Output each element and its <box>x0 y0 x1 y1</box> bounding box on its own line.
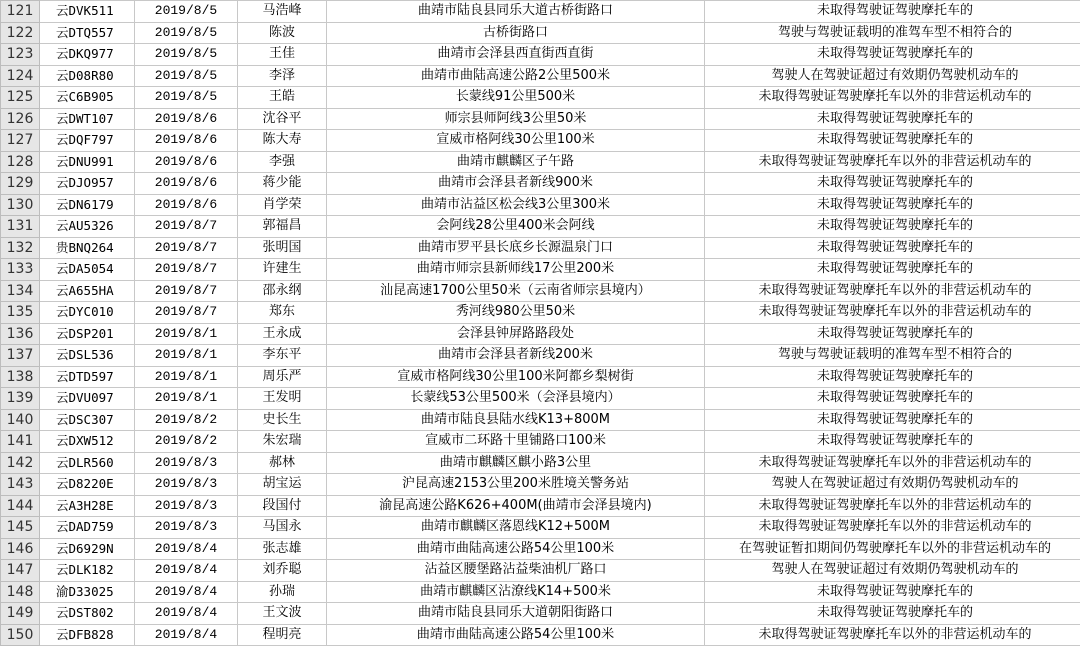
row-number[interactable]: 133 <box>1 259 40 281</box>
location-cell[interactable]: 长蒙线53公里500米（会泽县境内） <box>327 388 705 410</box>
row-number[interactable]: 123 <box>1 44 40 66</box>
plate-cell[interactable]: 云DYC010 <box>40 302 135 324</box>
driver-name-cell[interactable]: 邵永纲 <box>238 280 327 302</box>
table-row[interactable] <box>1 237 1080 259</box>
row-number[interactable]: 126 <box>1 108 40 130</box>
date-cell[interactable]: 2019/8/1 <box>135 366 238 388</box>
date-cell[interactable]: 2019/8/7 <box>135 216 238 238</box>
plate-cell[interactable]: 云D6929N <box>40 538 135 560</box>
driver-name-cell[interactable]: 陈大寿 <box>238 130 327 152</box>
row-number[interactable]: 130 <box>1 194 40 216</box>
row-number[interactable]: 147 <box>1 560 40 582</box>
location-cell[interactable]: 曲靖市麒麟区麒小路3公里 <box>327 452 705 474</box>
table-row[interactable] <box>1 560 1080 582</box>
row-number[interactable]: 141 <box>1 431 40 453</box>
driver-name-cell[interactable]: 李东平 <box>238 345 327 367</box>
date-cell[interactable]: 2019/8/3 <box>135 495 238 517</box>
date-cell[interactable]: 2019/8/3 <box>135 452 238 474</box>
violation-cell[interactable]: 未取得驾驶证驾驶摩托车的 <box>705 581 1080 603</box>
date-cell[interactable]: 2019/8/3 <box>135 517 238 539</box>
plate-cell[interactable]: 云DLR560 <box>40 452 135 474</box>
table-row[interactable] <box>1 345 1080 367</box>
location-cell[interactable]: 渝昆高速公路K626+400M(曲靖市会泽县境内) <box>327 495 705 517</box>
driver-name-cell[interactable]: 王佳 <box>238 44 327 66</box>
driver-name-cell[interactable]: 郑东 <box>238 302 327 324</box>
violation-cell[interactable]: 未取得驾驶证驾驶摩托车的 <box>705 44 1080 66</box>
location-cell[interactable]: 会阿线28公里400米会阿线 <box>327 216 705 238</box>
location-cell[interactable]: 古桥街路口 <box>327 22 705 44</box>
violation-cell[interactable]: 未取得驾驶证驾驶摩托车以外的非营运机动车的 <box>705 280 1080 302</box>
row-number[interactable]: 122 <box>1 22 40 44</box>
driver-name-cell[interactable]: 肖学荣 <box>238 194 327 216</box>
violation-cell[interactable]: 驾驶与驾驶证载明的准驾车型不相符合的 <box>705 22 1080 44</box>
row-number[interactable]: 139 <box>1 388 40 410</box>
row-number[interactable]: 149 <box>1 603 40 625</box>
table-row[interactable] <box>1 517 1080 539</box>
row-number[interactable]: 150 <box>1 624 40 646</box>
location-cell[interactable]: 曲靖市会泽县者新线200米 <box>327 345 705 367</box>
date-cell[interactable]: 2019/8/5 <box>135 22 238 44</box>
date-cell[interactable]: 2019/8/6 <box>135 130 238 152</box>
row-number[interactable]: 140 <box>1 409 40 431</box>
driver-name-cell[interactable]: 李强 <box>238 151 327 173</box>
plate-cell[interactable]: 云DST802 <box>40 603 135 625</box>
driver-name-cell[interactable]: 王文波 <box>238 603 327 625</box>
violation-cell[interactable]: 驾驶人在驾驶证超过有效期仍驾驶机动车的 <box>705 474 1080 496</box>
location-cell[interactable]: 师宗县师阿线3公里50米 <box>327 108 705 130</box>
row-number[interactable]: 128 <box>1 151 40 173</box>
driver-name-cell[interactable]: 马国永 <box>238 517 327 539</box>
driver-name-cell[interactable]: 朱宏瑞 <box>238 431 327 453</box>
plate-cell[interactable]: 云DQF797 <box>40 130 135 152</box>
date-cell[interactable]: 2019/8/7 <box>135 302 238 324</box>
table-row[interactable] <box>1 452 1080 474</box>
location-cell[interactable]: 曲靖市师宗县新师线17公里200米 <box>327 259 705 281</box>
plate-cell[interactable]: 云AU5326 <box>40 216 135 238</box>
table-row[interactable] <box>1 280 1080 302</box>
violation-cell[interactable]: 未取得驾驶证驾驶摩托车以外的非营运机动车的 <box>705 495 1080 517</box>
violation-cell[interactable]: 在驾驶证暂扣期间仍驾驶摩托车以外的非营运机动车的 <box>705 538 1080 560</box>
date-cell[interactable]: 2019/8/6 <box>135 194 238 216</box>
location-cell[interactable]: 曲靖市曲陆高速公路54公里100米 <box>327 624 705 646</box>
driver-name-cell[interactable]: 张志雄 <box>238 538 327 560</box>
table-row[interactable] <box>1 581 1080 603</box>
violation-cell[interactable]: 驾驶人在驾驶证超过有效期仍驾驶机动车的 <box>705 560 1080 582</box>
row-number[interactable]: 146 <box>1 538 40 560</box>
driver-name-cell[interactable]: 郭福昌 <box>238 216 327 238</box>
violation-cell[interactable]: 未取得驾驶证驾驶摩托车的 <box>705 108 1080 130</box>
table-row[interactable] <box>1 173 1080 195</box>
date-cell[interactable]: 2019/8/4 <box>135 560 238 582</box>
violation-cell[interactable]: 驾驶人在驾驶证超过有效期仍驾驶机动车的 <box>705 65 1080 87</box>
table-row[interactable] <box>1 108 1080 130</box>
table-row[interactable] <box>1 409 1080 431</box>
row-number[interactable]: 135 <box>1 302 40 324</box>
row-number[interactable]: 144 <box>1 495 40 517</box>
location-cell[interactable]: 曲靖市会泽县西直街西直街 <box>327 44 705 66</box>
driver-name-cell[interactable]: 许建生 <box>238 259 327 281</box>
driver-name-cell[interactable]: 王永成 <box>238 323 327 345</box>
violation-cell[interactable]: 未取得驾驶证驾驶摩托车的 <box>705 1 1080 23</box>
location-cell[interactable]: 曲靖市陆良县同乐大道朝阳街路口 <box>327 603 705 625</box>
violation-cell[interactable]: 未取得驾驶证驾驶摩托车以外的非营运机动车的 <box>705 517 1080 539</box>
violation-cell[interactable]: 未取得驾驶证驾驶摩托车的 <box>705 237 1080 259</box>
plate-cell[interactable]: 云D8220E <box>40 474 135 496</box>
row-number[interactable]: 124 <box>1 65 40 87</box>
row-number[interactable]: 132 <box>1 237 40 259</box>
driver-name-cell[interactable]: 刘乔聪 <box>238 560 327 582</box>
violation-cell[interactable]: 未取得驾驶证驾驶摩托车的 <box>705 409 1080 431</box>
row-number[interactable]: 131 <box>1 216 40 238</box>
row-number[interactable]: 136 <box>1 323 40 345</box>
row-number[interactable]: 137 <box>1 345 40 367</box>
date-cell[interactable]: 2019/8/5 <box>135 87 238 109</box>
table-row[interactable] <box>1 603 1080 625</box>
table-row[interactable] <box>1 194 1080 216</box>
row-number[interactable]: 129 <box>1 173 40 195</box>
plate-cell[interactable]: 云DSC307 <box>40 409 135 431</box>
location-cell[interactable]: 曲靖市曲陆高速公路2公里500米 <box>327 65 705 87</box>
driver-name-cell[interactable]: 段国付 <box>238 495 327 517</box>
row-number[interactable]: 134 <box>1 280 40 302</box>
plate-cell[interactable]: 云A655HA <box>40 280 135 302</box>
violation-cell[interactable]: 未取得驾驶证驾驶摩托车的 <box>705 194 1080 216</box>
date-cell[interactable]: 2019/8/4 <box>135 624 238 646</box>
table-row[interactable] <box>1 302 1080 324</box>
row-number[interactable]: 125 <box>1 87 40 109</box>
date-cell[interactable]: 2019/8/2 <box>135 431 238 453</box>
plate-cell[interactable]: 云DN6179 <box>40 194 135 216</box>
violation-cell[interactable]: 未取得驾驶证驾驶摩托车以外的非营运机动车的 <box>705 302 1080 324</box>
driver-name-cell[interactable]: 孙瑞 <box>238 581 327 603</box>
location-cell[interactable]: 宣威市格阿线30公里100米阿都乡梨树街 <box>327 366 705 388</box>
plate-cell[interactable]: 云DTQ557 <box>40 22 135 44</box>
driver-name-cell[interactable]: 程明亮 <box>238 624 327 646</box>
plate-cell[interactable]: 云DJO957 <box>40 173 135 195</box>
driver-name-cell[interactable]: 马浩峰 <box>238 1 327 23</box>
violation-cell[interactable]: 未取得驾驶证驾驶摩托车的 <box>705 323 1080 345</box>
violation-cell[interactable]: 未取得驾驶证驾驶摩托车以外的非营运机动车的 <box>705 624 1080 646</box>
row-number[interactable]: 142 <box>1 452 40 474</box>
date-cell[interactable]: 2019/8/4 <box>135 538 238 560</box>
location-cell[interactable]: 长蒙线91公里500米 <box>327 87 705 109</box>
location-cell[interactable]: 曲靖市麒麟区沾潦线K14+500米 <box>327 581 705 603</box>
driver-name-cell[interactable]: 李泽 <box>238 65 327 87</box>
plate-cell[interactable]: 云DA5054 <box>40 259 135 281</box>
violation-cell[interactable]: 未取得驾驶证驾驶摩托车的 <box>705 173 1080 195</box>
violation-cell[interactable]: 驾驶与驾驶证载明的准驾车型不相符合的 <box>705 345 1080 367</box>
violation-cell[interactable]: 未取得驾驶证驾驶摩托车以外的非营运机动车的 <box>705 452 1080 474</box>
table-row[interactable] <box>1 538 1080 560</box>
driver-name-cell[interactable]: 胡宝运 <box>238 474 327 496</box>
table-row[interactable] <box>1 323 1080 345</box>
location-cell[interactable]: 会泽县钟屏路路段处 <box>327 323 705 345</box>
location-cell[interactable]: 宣威市格阿线30公里100米 <box>327 130 705 152</box>
plate-cell[interactable]: 云C6B905 <box>40 87 135 109</box>
row-number[interactable]: 148 <box>1 581 40 603</box>
plate-cell[interactable]: 云DLK182 <box>40 560 135 582</box>
table-row[interactable] <box>1 65 1080 87</box>
table-body <box>1 1 1080 646</box>
location-cell[interactable]: 曲靖市沾益区松会线3公里300米 <box>327 194 705 216</box>
table-row[interactable] <box>1 495 1080 517</box>
row-number[interactable]: 138 <box>1 366 40 388</box>
table-row[interactable] <box>1 474 1080 496</box>
violation-cell[interactable]: 未取得驾驶证驾驶摩托车的 <box>705 130 1080 152</box>
violation-cell[interactable]: 未取得驾驶证驾驶摩托车的 <box>705 603 1080 625</box>
date-cell[interactable]: 2019/8/5 <box>135 44 238 66</box>
table-row[interactable] <box>1 624 1080 646</box>
location-cell[interactable]: 曲靖市会泽县者新线900米 <box>327 173 705 195</box>
driver-name-cell[interactable]: 张明国 <box>238 237 327 259</box>
plate-cell[interactable]: 云DSL536 <box>40 345 135 367</box>
table-row[interactable] <box>1 431 1080 453</box>
date-cell[interactable]: 2019/8/4 <box>135 603 238 625</box>
table-row[interactable] <box>1 216 1080 238</box>
driver-name-cell[interactable]: 王皓 <box>238 87 327 109</box>
table-row[interactable] <box>1 388 1080 410</box>
plate-cell[interactable]: 贵BNQ264 <box>40 237 135 259</box>
table-row[interactable] <box>1 44 1080 66</box>
plate-cell[interactable]: 云D08R80 <box>40 65 135 87</box>
row-number[interactable]: 145 <box>1 517 40 539</box>
date-cell[interactable]: 2019/8/2 <box>135 409 238 431</box>
violation-cell[interactable]: 未取得驾驶证驾驶摩托车以外的非营运机动车的 <box>705 87 1080 109</box>
location-cell[interactable]: 沪昆高速2153公里200米胜境关警务站 <box>327 474 705 496</box>
plate-cell[interactable]: 云DTD597 <box>40 366 135 388</box>
violation-cell[interactable]: 未取得驾驶证驾驶摩托车的 <box>705 259 1080 281</box>
plate-cell[interactable]: 云DWT107 <box>40 108 135 130</box>
date-cell[interactable]: 2019/8/7 <box>135 259 238 281</box>
driver-name-cell[interactable]: 沈谷平 <box>238 108 327 130</box>
row-number[interactable]: 143 <box>1 474 40 496</box>
date-cell[interactable]: 2019/8/7 <box>135 280 238 302</box>
plate-cell[interactable]: 云DAD759 <box>40 517 135 539</box>
location-cell[interactable]: 曲靖市陆良县陆水线K13+800M <box>327 409 705 431</box>
date-cell[interactable]: 2019/8/5 <box>135 1 238 23</box>
location-cell[interactable]: 宣威市二环路十里铺路口100米 <box>327 431 705 453</box>
date-cell[interactable]: 2019/8/4 <box>135 581 238 603</box>
table-row[interactable] <box>1 366 1080 388</box>
date-cell[interactable]: 2019/8/7 <box>135 237 238 259</box>
table-row[interactable] <box>1 1 1080 23</box>
date-cell[interactable]: 2019/8/6 <box>135 151 238 173</box>
driver-name-cell[interactable]: 郝林 <box>238 452 327 474</box>
table-row[interactable] <box>1 259 1080 281</box>
date-cell[interactable]: 2019/8/1 <box>135 388 238 410</box>
location-cell[interactable]: 曲靖市麒麟区子午路 <box>327 151 705 173</box>
driver-name-cell[interactable]: 陈波 <box>238 22 327 44</box>
date-cell[interactable]: 2019/8/5 <box>135 65 238 87</box>
location-cell[interactable]: 汕昆高速1700公里50米（云南省师宗县境内） <box>327 280 705 302</box>
driver-name-cell[interactable]: 周乐严 <box>238 366 327 388</box>
location-cell[interactable]: 曲靖市陆良县同乐大道古桥街路口 <box>327 1 705 23</box>
date-cell[interactable]: 2019/8/1 <box>135 345 238 367</box>
table-row[interactable] <box>1 130 1080 152</box>
driver-name-cell[interactable]: 蒋少能 <box>238 173 327 195</box>
plate-cell[interactable]: 云DVU097 <box>40 388 135 410</box>
plate-cell[interactable]: 云DNU991 <box>40 151 135 173</box>
violation-cell[interactable]: 未取得驾驶证驾驶摩托车以外的非营运机动车的 <box>705 151 1080 173</box>
table-row[interactable] <box>1 22 1080 44</box>
plate-cell[interactable]: 云DFB828 <box>40 624 135 646</box>
date-cell[interactable]: 2019/8/1 <box>135 323 238 345</box>
row-number[interactable]: 121 <box>1 1 40 23</box>
date-cell[interactable]: 2019/8/3 <box>135 474 238 496</box>
violation-cell[interactable]: 未取得驾驶证驾驶摩托车的 <box>705 388 1080 410</box>
row-number[interactable]: 127 <box>1 130 40 152</box>
plate-cell[interactable]: 云DKQ977 <box>40 44 135 66</box>
driver-name-cell[interactable]: 史长生 <box>238 409 327 431</box>
plate-cell[interactable]: 云DSP201 <box>40 323 135 345</box>
location-cell[interactable]: 秀河线980公里50米 <box>327 302 705 324</box>
driver-name-cell[interactable]: 王发明 <box>238 388 327 410</box>
location-cell[interactable]: 曲靖市罗平县长底乡长源温泉门口 <box>327 237 705 259</box>
table-row[interactable] <box>1 151 1080 173</box>
plate-cell[interactable]: 云DXW512 <box>40 431 135 453</box>
plate-cell[interactable]: 渝D33025 <box>40 581 135 603</box>
violation-cell[interactable]: 未取得驾驶证驾驶摩托车的 <box>705 366 1080 388</box>
violation-cell[interactable]: 未取得驾驶证驾驶摩托车的 <box>705 431 1080 453</box>
location-cell[interactable]: 沾益区腰堡路沾益柴油机厂路口 <box>327 560 705 582</box>
table-row[interactable] <box>1 87 1080 109</box>
plate-cell[interactable]: 云DVK511 <box>40 1 135 23</box>
location-cell[interactable]: 曲靖市曲陆高速公路54公里100米 <box>327 538 705 560</box>
date-cell[interactable]: 2019/8/6 <box>135 108 238 130</box>
location-cell[interactable]: 曲靖市麒麟区落恩线K12+500M <box>327 517 705 539</box>
date-cell[interactable]: 2019/8/6 <box>135 173 238 195</box>
plate-cell[interactable]: 云A3H28E <box>40 495 135 517</box>
violation-cell[interactable]: 未取得驾驶证驾驶摩托车的 <box>705 216 1080 238</box>
